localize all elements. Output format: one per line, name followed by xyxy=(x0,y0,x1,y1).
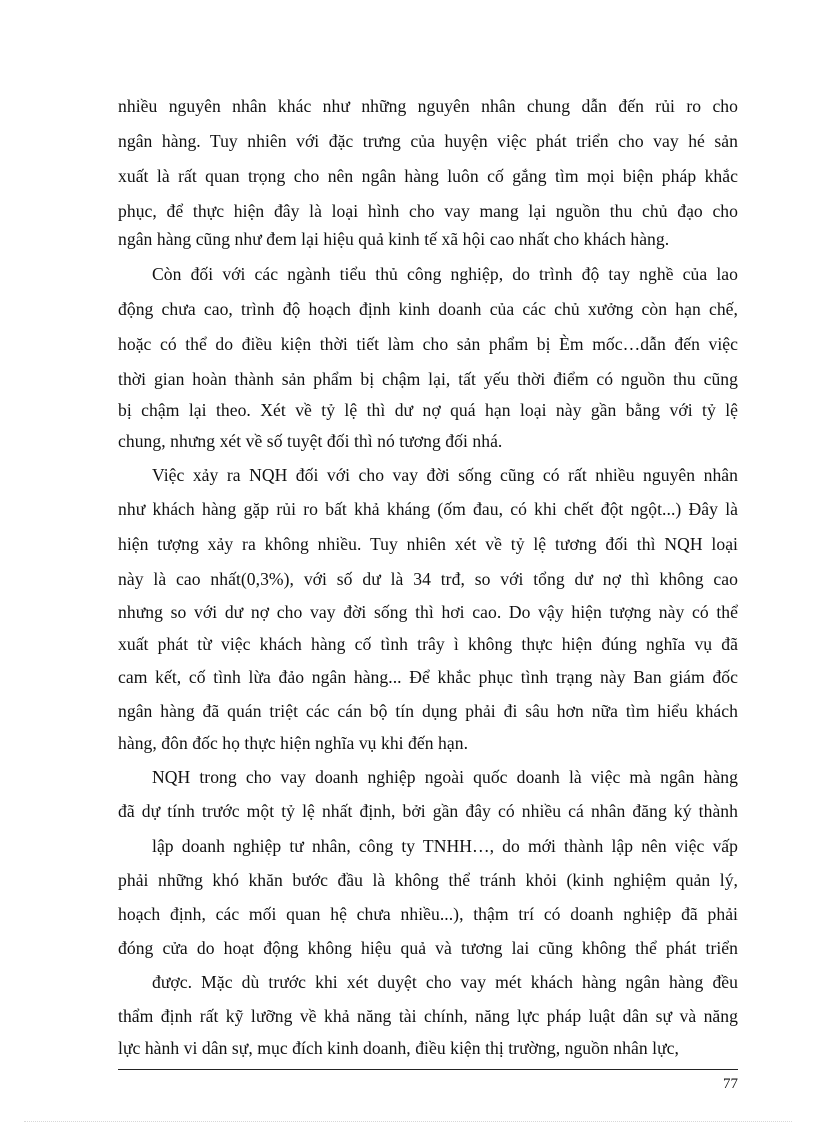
text-line: thời gian hoàn thành sản phẩm bị chậm lại, tất yếu thời điểm có nguồn thu cũng xyxy=(118,369,738,389)
text-line: như khách hàng gặp rủi ro bất khả kháng (ốm đau, có khi chết đột ngột...) Đây là xyxy=(118,499,738,519)
text-line: xuất phát từ việc khách hàng cố tình trây ì không thực hiện đúng nghĩa vụ đã xyxy=(118,634,738,654)
text-line: cam kết, cố tình lừa đảo ngân hàng... Để khắc phục tình trạng này Ban giám đốc xyxy=(118,667,738,687)
text-line: thẩm định rất kỹ lưỡng về khả năng tài chính, năng lực pháp luật dân sự và năng xyxy=(118,1006,738,1026)
text-line: ngân hàng đã quán triệt các cán bộ tín dụng phải đi sâu hơn nữa tìm hiểu khách xyxy=(118,701,738,721)
paragraph-first-line: Việc xảy ra NQH đối với cho vay đời sống cũng có rất nhiều nguyên nhân xyxy=(152,465,738,485)
page-bottom-edge xyxy=(24,1121,792,1122)
text-line: lập doanh nghiệp tư nhân, công ty TNHH…, do mới thành lập nên việc vấp xyxy=(152,836,738,856)
paragraph-first-line: Còn đối với các ngành tiểu thủ công nghiệp, do trình độ tay nghề của lao xyxy=(152,264,738,284)
text-line: này là cao nhất(0,3%), với số dư là 34 trđ, so với tổng dư nợ thì không cao xyxy=(118,569,738,589)
text-line: phải những khó khăn bước đầu là không thể tránh khỏi (kinh nghiệm quản lý, xyxy=(118,870,738,890)
text-line: lực hành vi dân sự, mục đích kinh doanh, điều kiện thị trường, nguồn nhân lực, xyxy=(118,1038,679,1058)
footer-rule xyxy=(118,1069,738,1070)
text-line: hoặc có thể do điều kiện thời tiết làm cho sản phẩm bị Èm mốc…dẫn đến việc xyxy=(118,334,738,354)
text-line: động chưa cao, trình độ hoạch định kinh doanh của các chủ xưởng còn hạn chế, xyxy=(118,299,738,319)
text-line: đã dự tính trước một tỷ lệ nhất định, bởi gần đây có nhiều cá nhân đăng ký thành xyxy=(118,801,738,821)
text-line: bị chậm lại theo. Xét về tỷ lệ thì dư nợ quá hạn loại này gần bằng với tỷ lệ xyxy=(118,400,738,420)
text-line: nhiều nguyên nhân khác như những nguyên nhân chung dẫn đến rủi ro cho xyxy=(118,96,738,116)
text-line: ngân hàng cũng như đem lại hiệu quả kinh tế xã hội cao nhất cho khách hàng. xyxy=(118,229,670,249)
text-line: hàng, đôn đốc họ thực hiện nghĩa vụ khi đến hạn. xyxy=(118,733,469,753)
text-line: hoạch định, các mối quan hệ chưa nhiều...), thậm trí có doanh nghiệp đã phải xyxy=(118,904,738,924)
text-line: hiện tượng xảy ra không nhiều. Tuy nhiên xét về tỷ lệ tương đối thì NQH loại xyxy=(118,534,738,554)
text-line: phục, để thực hiện đây là loại hình cho vay mang lại nguồn thu chủ đạo cho xyxy=(118,201,738,221)
text-line: nhưng so với dư nợ cho vay đời sống thì hơi cao. Do vậy hiện tượng này có thể xyxy=(118,602,738,622)
text-line: đóng cửa do hoạt động không hiệu quả và tương lai cũng không thể phát triển xyxy=(118,938,738,958)
text-line: ngân hàng. Tuy nhiên với đặc trưng của huyện việc phát triển cho vay hé sản xyxy=(118,131,738,151)
text-line: chung, nhưng xét về số tuyệt đối thì nó tương đối nhá. xyxy=(118,431,503,451)
page-number: 77 xyxy=(723,1076,738,1092)
text-line: xuất là rất quan trọng cho nên ngân hàng luôn cố gắng tìm mọi biện pháp khắc xyxy=(118,166,738,186)
text-line: được. Mặc dù trước khi xét duyệt cho vay mét khách hàng ngân hàng đều xyxy=(152,972,738,992)
paragraph-first-line: NQH trong cho vay doanh nghiệp ngoài quốc doanh là việc mà ngân hàng xyxy=(152,767,738,787)
